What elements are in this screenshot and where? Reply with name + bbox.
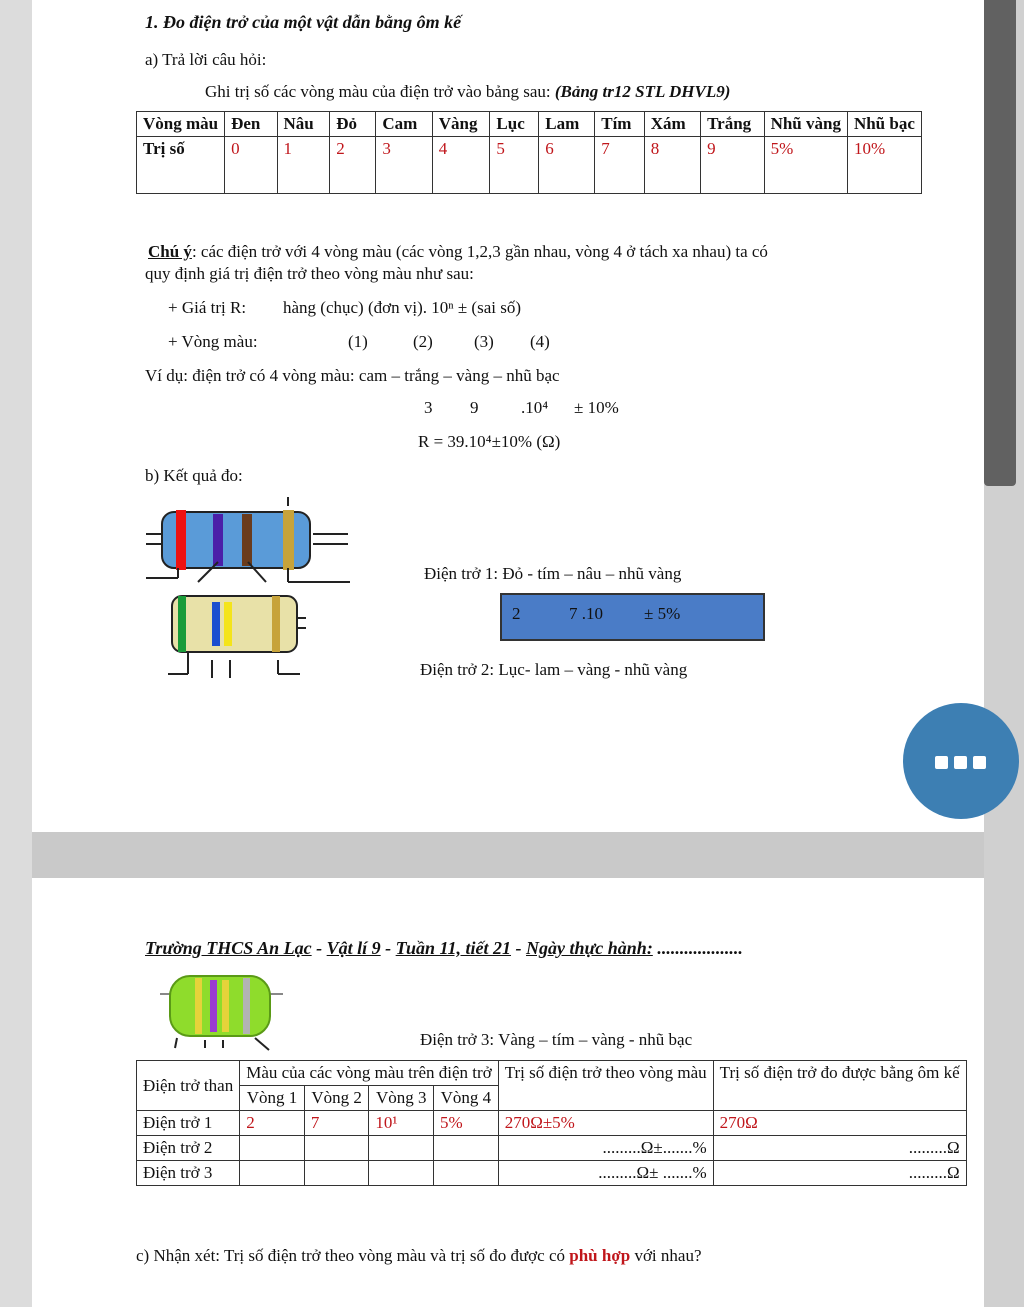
section-title: 1. Đo điện trở của một vật dẫn bằng ôm kế — [145, 12, 462, 32]
ring-3-cell[interactable] — [369, 1136, 434, 1161]
resistor-1-image — [138, 492, 353, 587]
header-resistor: Điện trở than — [137, 1061, 240, 1111]
instruction-ref: (Bảng tr12 STL DHVL9) — [554, 82, 731, 101]
ring-1-cell[interactable] — [240, 1136, 305, 1161]
ring-1-cell: 2 — [240, 1111, 305, 1136]
resistor-1-band-gold — [283, 510, 294, 570]
result-table — [136, 1060, 967, 1186]
ring-number-2: (2) — [413, 332, 433, 351]
example-tolerance: ± 10% — [574, 398, 619, 417]
color-table-value-cell: 3 — [376, 137, 432, 194]
color-table-header-cell: Tím — [595, 112, 645, 137]
measured-value-cell: 270Ω — [713, 1111, 966, 1136]
resistor-2-band-yellow — [224, 602, 232, 646]
resistor-3-band-yellow-2 — [222, 980, 229, 1032]
color-table-header-cell: Đỏ — [330, 112, 376, 137]
measured-value-cell[interactable]: .........Ω — [713, 1161, 966, 1186]
resistor-1-answer-box — [500, 593, 765, 641]
part-c — [136, 1246, 702, 1266]
resistor-3-band-yellow — [195, 978, 202, 1034]
color-table-header-cell: Đen — [225, 112, 277, 137]
example-label: Ví dụ: điện trở có 4 vòng màu: cam – trắng – vàng – nhũ bạc — [145, 366, 560, 385]
resistor-1-box-digit-2: 7 .10 — [569, 604, 603, 623]
table-row — [137, 1111, 967, 1136]
part-c-suffix: với nhau? — [630, 1246, 702, 1265]
ring-2-cell[interactable] — [304, 1136, 369, 1161]
resistor-1-box-digit-1: 2 — [512, 604, 521, 623]
header-ring-1: Vòng 1 — [240, 1086, 305, 1111]
color-table-header-cell: Lam — [539, 112, 595, 137]
week: Tuần 11, tiết 21 — [395, 938, 512, 958]
subject: Vật lí 9 — [326, 938, 381, 958]
ring-3-cell[interactable] — [369, 1161, 434, 1186]
resistor-3-label: Điện trở 3: Vàng – tím – vàng - nhũ bạc — [420, 1030, 693, 1049]
page-divider — [32, 832, 990, 878]
example-multiplier: .10⁴ — [521, 398, 549, 417]
note — [148, 242, 768, 262]
ring-3-cell: 10¹ — [369, 1111, 434, 1136]
color-table-value-cell: 8 — [644, 137, 700, 194]
more-horizontal-icon — [935, 756, 948, 769]
row-name: Điện trở 2 — [137, 1136, 240, 1161]
header-ring-2: Vòng 2 — [304, 1086, 369, 1111]
scrollbar-thumb[interactable] — [984, 0, 1016, 486]
ring-number-4: (4) — [530, 332, 550, 351]
color-table-header-cell: Vàng — [432, 112, 490, 137]
color-value-cell[interactable]: .........Ω± .......% — [498, 1161, 713, 1186]
instruction — [205, 82, 730, 102]
resistor-1-band-violet — [213, 514, 223, 566]
color-table-value-cell: 4 — [432, 137, 490, 194]
practice-date-field: ................... — [657, 938, 743, 958]
table-row — [137, 1136, 967, 1161]
color-table-header-row — [137, 112, 922, 137]
color-table-row-label: Trị số — [137, 137, 225, 194]
color-table-value-cell: 0 — [225, 137, 277, 194]
ring-2-cell[interactable] — [304, 1161, 369, 1186]
ring-1-cell[interactable] — [240, 1161, 305, 1186]
example-result: R = 39.10⁴±10% (Ω) — [418, 432, 561, 451]
example-digit-2: 9 — [470, 398, 479, 417]
ring-number-1: (1) — [348, 332, 368, 351]
note-text: : các điện trở với 4 vòng màu (các vòng 1,2,3 gần nhau, vòng 4 ở tách xa nhau) ta có — [191, 242, 768, 261]
color-table-value-cell: 9 — [701, 137, 764, 194]
resistor-1-box-tolerance: ± 5% — [644, 604, 681, 623]
color-table-header-cell: Nhũ vàng — [764, 112, 847, 137]
color-table-value-row — [137, 137, 922, 194]
resistor-1-band-red — [176, 510, 186, 570]
part-c-prefix: c) Nhận xét: Trị số điện trở theo vòng màu và trị số đo được có — [136, 1246, 570, 1265]
color-table-value-cell: 10% — [847, 137, 921, 194]
ring-4-cell[interactable] — [434, 1161, 499, 1186]
resistor-2-band-gold — [272, 596, 280, 652]
ring-number-3: (3) — [474, 332, 494, 351]
more-options-button[interactable] — [903, 703, 1019, 819]
color-table-value-cell: 5 — [490, 137, 539, 194]
resistor-3-band-silver — [243, 978, 250, 1034]
color-value-cell: 270Ω±5% — [498, 1111, 713, 1136]
row-name: Điện trở 1 — [137, 1111, 240, 1136]
result-table-header-row-1 — [137, 1061, 967, 1086]
row-name: Điện trở 3 — [137, 1161, 240, 1186]
note-label: Chú ý — [148, 242, 192, 261]
more-horizontal-icon-dot — [954, 756, 967, 769]
color-code-table — [136, 111, 922, 194]
ring-4-cell: 5% — [434, 1111, 499, 1136]
rule-label: + Giá trị R: — [168, 298, 247, 317]
color-table-header-cell: Lục — [490, 112, 539, 137]
header-ring-4: Vòng 4 — [434, 1086, 499, 1111]
part-a-label: a) Trả lời câu hỏi: — [145, 50, 267, 69]
measured-value-cell[interactable]: .........Ω — [713, 1136, 966, 1161]
ring-label: + Vòng màu: — [168, 332, 258, 351]
color-table-header-cell: Nhũ bạc — [847, 112, 921, 137]
resistor-3-image — [155, 972, 290, 1052]
resistor-2-band-blue — [212, 602, 220, 646]
color-table-header-cell: Cam — [376, 112, 432, 137]
practice-date-label: Ngày thực hành: — [526, 938, 653, 958]
example-digit-1: 3 — [424, 398, 433, 417]
resistor-3-band-violet — [210, 980, 217, 1032]
color-table-header-cell: Vòng màu — [137, 112, 225, 137]
color-table-header-cell: Trắng — [701, 112, 764, 137]
resistor-2-image — [160, 588, 310, 680]
resistor-2-band-green — [178, 596, 186, 652]
color-table-value-cell: 1 — [277, 137, 330, 194]
resistor-1-band-brown — [242, 514, 252, 566]
color-table-header-cell: Xám — [644, 112, 700, 137]
school-name: Trường THCS An Lạc — [145, 938, 312, 958]
color-table-value-cell: 7 — [595, 137, 645, 194]
part-c-highlight: phù hợp — [569, 1246, 631, 1265]
color-value-cell[interactable]: .........Ω±.......% — [498, 1136, 713, 1161]
ring-2-cell: 7 — [304, 1111, 369, 1136]
header-ring-3: Vòng 3 — [369, 1086, 434, 1111]
color-table-value-cell: 6 — [539, 137, 595, 194]
color-table-value-cell: 5% — [764, 137, 847, 194]
header-colors: Màu của các vòng màu trên điện trở — [240, 1061, 498, 1086]
note-text-2: quy định giá trị điện trở theo vòng màu như sau: — [145, 264, 474, 283]
table-row — [137, 1161, 967, 1186]
more-horizontal-icon-dot — [973, 756, 986, 769]
color-table-header-cell: Nâu — [277, 112, 330, 137]
color-table-value-cell: 2 — [330, 137, 376, 194]
ring-4-cell[interactable] — [434, 1136, 499, 1161]
part-b-label: b) Kết quả đo: — [145, 466, 243, 485]
page-header: Trường THCS An Lạc - Vật lí 9 - Tuần 11, tiết 21 - Ngày thực hành: ................... — [145, 938, 743, 958]
resistor-1-label: Điện trở 1: Đỏ - tím – nâu – nhũ vàng — [424, 564, 682, 583]
header-measured: Trị số điện trở đo được bằng ôm kế — [713, 1061, 966, 1111]
resistor-2-label: Điện trở 2: Lục- lam – vàng - nhũ vàng — [420, 660, 688, 679]
instruction-text: Ghi trị số các vòng màu của điện trở vào bảng sau: — [205, 82, 555, 101]
header-color-value: Trị số điện trở theo vòng màu — [498, 1061, 713, 1111]
rule-value: hàng (chục) (đơn vị). 10ⁿ ± (sai số) — [283, 298, 521, 317]
